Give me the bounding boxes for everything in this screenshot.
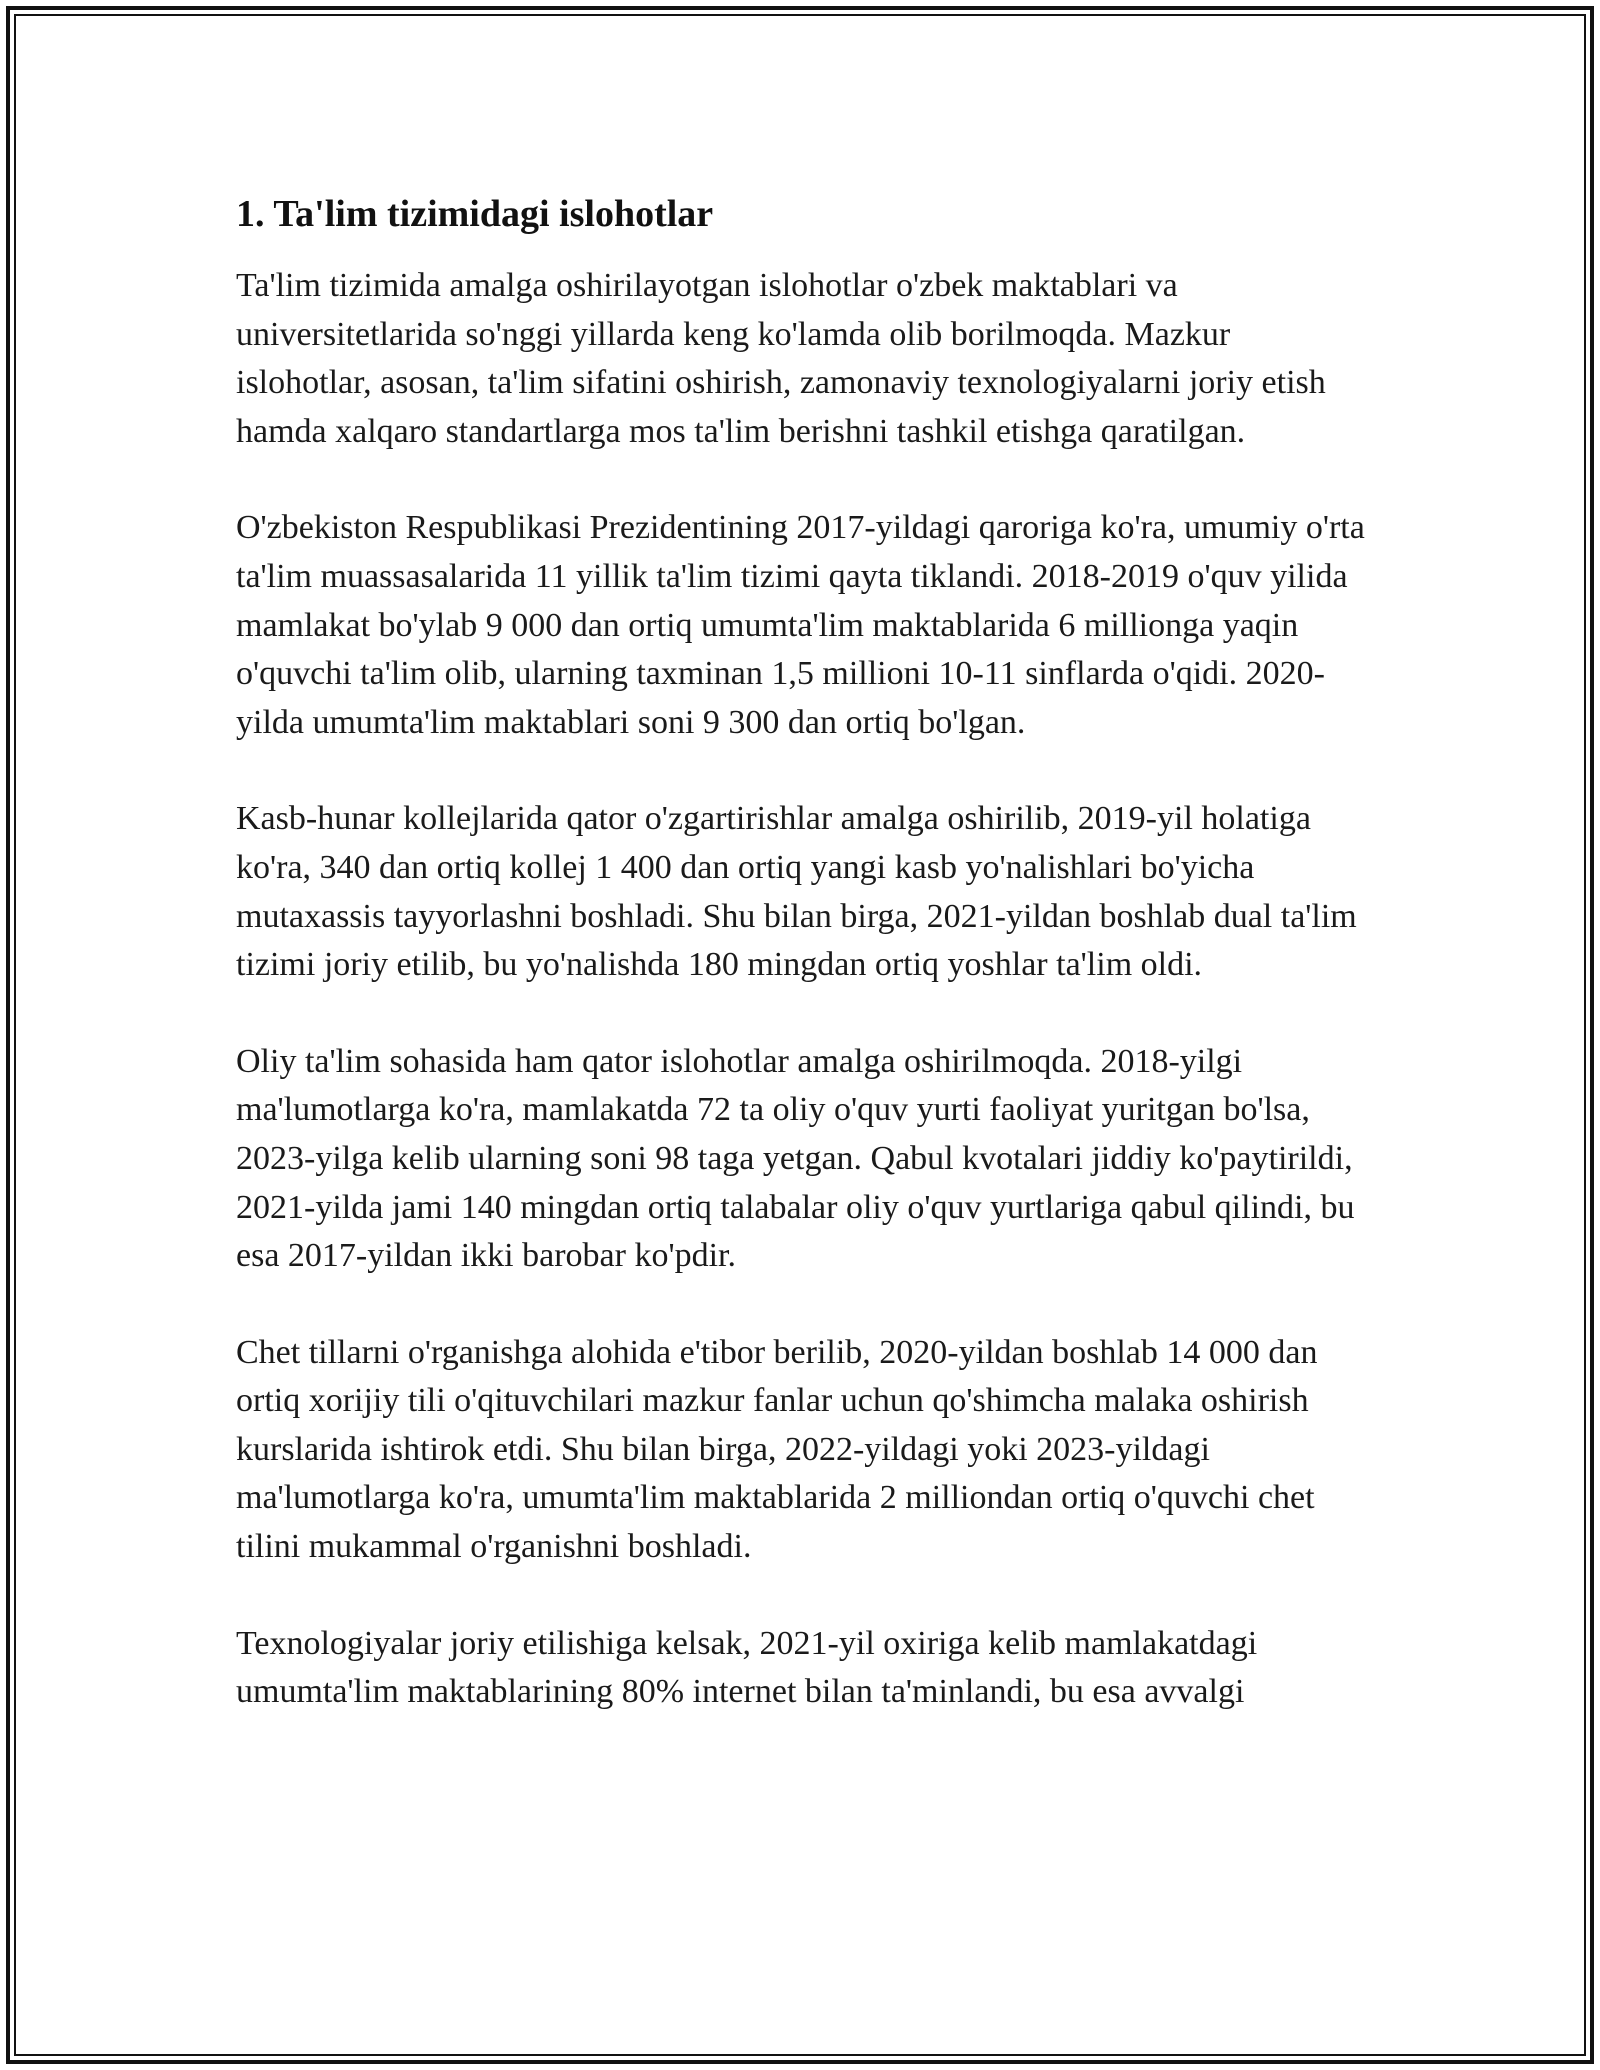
paragraph-vocational-colleges: Kasb-hunar kollejlarida qator o'zgartirishlar amalga oshirilib, 2019-yil holatiga ko'ra, 340 dan ortiq kollej 1 400 dan ortiq yangi kasb yo'nalishlari bo'yicha mutaxassis tayyorlashni boshladi. Shu bilan birga, 2021-yildan boshlab dual ta'lim tizimi joriy etilib, bu yo'nalishda 180 mingdan ortiq yoshlar ta'lim oldi. [236,800,1357,984]
section-heading: 1. Ta'lim tizimidagi islohotlar [236,193,714,235]
paragraph-technologies: Texnologiyalar joriy etilishiga kelsak, 2021-yil oxiriga kelib mamlakatdagi umumta'lim maktablarining 80% internet bilan ta'minlandi, bu esa avvalgi [236,1624,1258,1711]
paragraph-foreign-languages: Chet tillarni o'rganishga alohida e'tibor berilib, 2020-yildan boshlab 14 000 dan ortiq xorijiy tili o'qituvchilari mazkur fanlar uchun qo'shimcha malaka oshirish kurslarida ishtirok etdi. Shu bilan birga, 2022-yildagi yoki 2023-yildagi ma'lumotlarga ko'ra, umumta'lim maktablarida 2 milliondan ortiq o'quvchi chet tilini mukammal o'rganishni boshladi. [236,1333,1318,1566]
paragraph-intro: Ta'lim tizimida amalga oshirilayotgan islohotlar o'zbek maktablari va universitetlarida so'nggi yillarda keng ko'lamda olib borilmoqda. Mazkur islohotlar, asosan, ta'lim sifatini oshirish, zamonaviy texnologiyalarni joriy etish hamda xalqaro standartlarga mos ta'lim berishni tashkil etishga qaratilgan. [236,267,1326,450]
paragraph-general-education: O'zbekiston Respublikasi Prezidentining 2017-yildagi qaroriga ko'ra, umumiy o'rta ta'lim muassasalarida 11 yillik ta'lim tizimi qayta tiklandi. 2018-2019 o'quv yilida mamlakat bo'ylab 9 000 dan ortiq umumta'lim maktablarida 6 millionga yaqin o'quvchi ta'lim olib, ularning taxminan 1,5 millioni 10-11 sinflarda o'qidi. 2020-yilda umumta'lim maktablari soni 9 300 dan ortiq bo'lgan. [236,509,1365,741]
document-body [236,186,1371,1765]
paragraph-higher-education: Oliy ta'lim sohasida ham qator islohotlar amalga oshirilmoqda. 2018-yilgi ma'lumotlarga ko'ra, mamlakatda 72 ta oliy o'quv yurti faoliyat yuritgan bo'lsa, 2023-yilga kelib ularning soni 98 taga yetgan. Qabul kvotalari jiddiy ko'paytirildi, 2021-yilda jami 140 mingdan ortiq talabalar oliy o'quv yurtlariga qabul qilindi, bu esa 2017-yildan ikki barobar ko'pdir. [236,1042,1355,1275]
